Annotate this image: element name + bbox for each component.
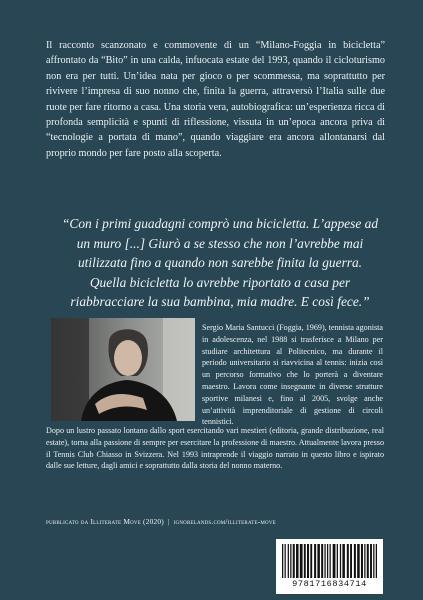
isbn-number: 9781716834714 bbox=[292, 579, 367, 589]
publisher-footer bbox=[46, 517, 386, 527]
isbn-barcode bbox=[276, 539, 383, 594]
publisher-credit: pubblicato da Illiterate Move (2020) bbox=[46, 517, 164, 526]
author-bio-intro: Sergio Maria Santucci (Foggia, 1969), tennista agonista in adolescenza, nel 1988 si trasferisce a Milano per studiare architettura al Politecnico, ma durante il periodo universitario si riavvicina al tennis: inizia così un percorso formativo che lo porterà a diventare maestro. Lavora come insegnante in diverse strutture sportive milanesi e, fino al 2005, svolge anche un’attività imprenditoriale di gestione di circoli tennistici. bbox=[202, 323, 383, 427]
barcode-bars bbox=[282, 544, 377, 578]
author-bio-continued: Dopo un lustro passato lontano dallo sport esercitando vari mestieri (editoria, grande distribuzione, real estate), torna alla passione di sempre per esercitare la professione di maestro. Attualmente lavora presso il Tennis Club Chiasso in Svizzera. Nel 1993 intraprende il viaggio narrato in questo libro e ispirato dalle sue letture, dagli amici e soprattutto dalla storia del nonno materno. bbox=[46, 426, 384, 471]
excerpt-quote: “Con i primi guadagni comprò una bicicletta. L’appese ad un muro [...] Giurò a se stesso che non l’avrebbe mai utilizzata fino a quando non sarebbe finita la guerra. Quella bicicletta lo avrebbe riportato a casa per riabbracciare la sua bambina, mia madre. E così fece.” bbox=[61, 216, 379, 310]
footer-separator: | bbox=[167, 517, 170, 526]
author-photo bbox=[51, 318, 195, 421]
publisher-url: ignorelands.com/illiterate-move bbox=[173, 517, 276, 526]
blurb-paragraph: Il racconto scanzonato e commovente di un “Milano-Foggia in bicicletta” affrontato da “Bito” in una calda, infuocata estate del 1993, quando il cicloturismo non era per tutti. Un’idea nata per gioco o per scommessa, ma soprattutto per rivivere l’impresa di suo nonno che, finita la guerra, attraversò l’Italia sulle due ruote per fare ritorno a casa. Una storia vera, autobiografica: un’esperienza ricca di profonda semplicità e spunti di riflessione, vissuta in un’epoca ancora priva di “tecnologie a portata di mano”, quando viaggiare era ancora allontanarsi dal proprio mondo per fare posto alla scoperta. bbox=[46, 40, 385, 159]
